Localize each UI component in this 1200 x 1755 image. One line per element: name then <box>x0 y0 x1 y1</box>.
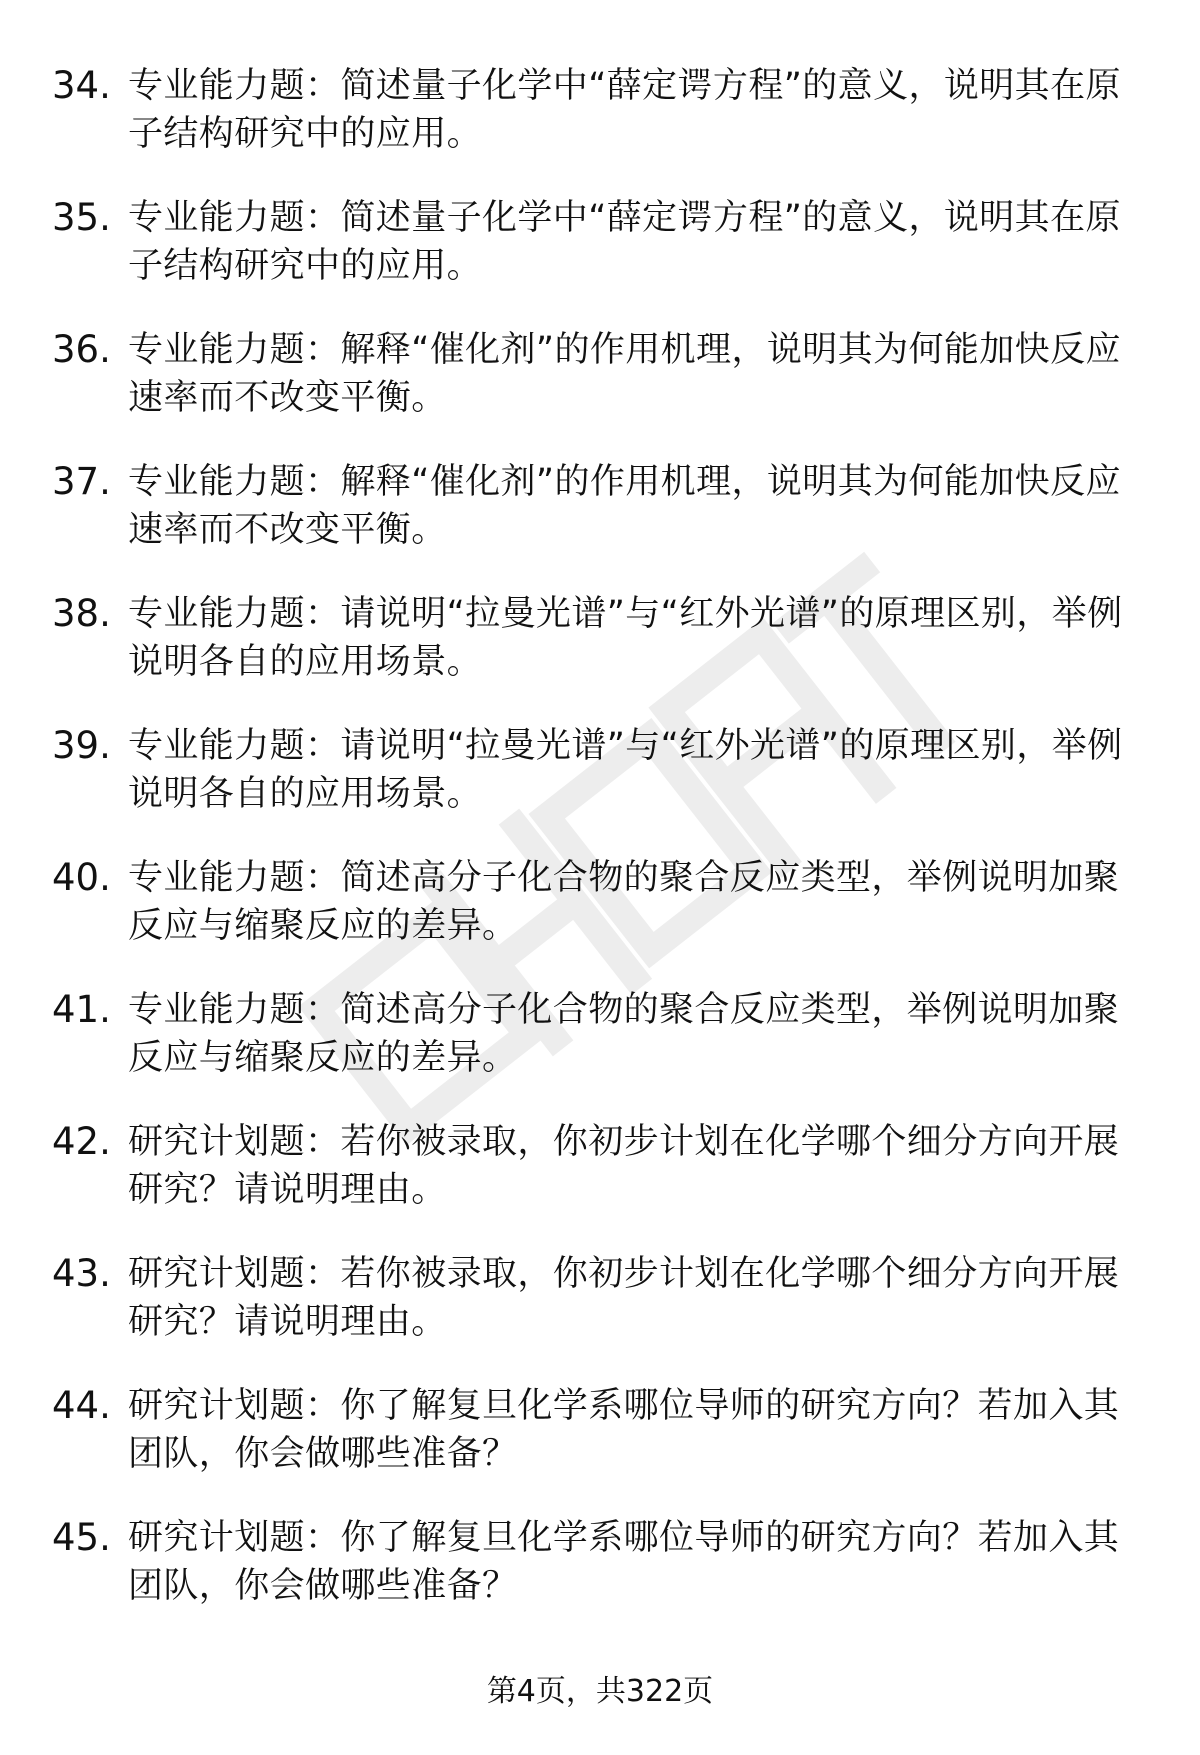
question-number: 35. <box>52 196 111 239</box>
question-list <box>52 62 1142 1646</box>
question-text: 研究计划题：你了解复旦化学系哪位导师的研究方向？若加入其团队，你会做哪些准备？ <box>128 1386 1120 1474</box>
question-item <box>52 1514 1142 1646</box>
page-number-footer: 第4页，共322页 <box>486 1674 714 1709</box>
question-text: 专业能力题：简述量子化学中“薛定谔方程”的意义，说明其在原子结构研究中的应用。 <box>128 198 1121 286</box>
question-item <box>52 722 1142 854</box>
question-item <box>52 194 1142 326</box>
question-number: 39. <box>52 724 111 767</box>
question-number: 34. <box>52 64 111 107</box>
question-item <box>52 326 1142 458</box>
question-number: 40. <box>52 856 111 899</box>
question-item <box>52 986 1142 1118</box>
question-text: 专业能力题：请说明“拉曼光谱”与“红外光谱”的原理区别，举例说明各自的应用场景。 <box>128 726 1123 814</box>
question-text: 专业能力题：简述高分子化合物的聚合反应类型，举例说明加聚反应与缩聚反应的差异。 <box>128 990 1120 1078</box>
question-item <box>52 590 1142 722</box>
question-number: 44. <box>52 1384 111 1427</box>
question-text: 专业能力题：简述高分子化合物的聚合反应类型，举例说明加聚反应与缩聚反应的差异。 <box>128 858 1120 946</box>
question-number: 45. <box>52 1516 111 1559</box>
question-item <box>52 62 1142 194</box>
question-text: 专业能力题：请说明“拉曼光谱”与“红外光谱”的原理区别，举例说明各自的应用场景。 <box>128 594 1123 682</box>
question-item <box>52 1250 1142 1382</box>
question-text: 专业能力题：解释“催化剂”的作用机理，说明其为何能加快反应速率而不改变平衡。 <box>128 330 1121 418</box>
question-number: 43. <box>52 1252 111 1295</box>
question-text: 研究计划题：若你被录取，你初步计划在化学哪个细分方向开展研究？请说明理由。 <box>128 1122 1120 1210</box>
question-text: 研究计划题：若你被录取，你初步计划在化学哪个细分方向开展研究？请说明理由。 <box>128 1254 1120 1342</box>
question-number: 37. <box>52 460 111 503</box>
question-text: 研究计划题：你了解复旦化学系哪位导师的研究方向？若加入其团队，你会做哪些准备？ <box>128 1518 1120 1606</box>
question-number: 41. <box>52 988 111 1031</box>
question-number: 38. <box>52 592 111 635</box>
question-item <box>52 1118 1142 1250</box>
question-number: 42. <box>52 1120 111 1163</box>
question-item <box>52 1382 1142 1514</box>
question-item <box>52 854 1142 986</box>
question-item <box>52 458 1142 590</box>
question-text: 专业能力题：解释“催化剂”的作用机理，说明其为何能加快反应速率而不改变平衡。 <box>128 462 1121 550</box>
question-number: 36. <box>52 328 111 371</box>
question-text: 专业能力题：简述量子化学中“薛定谔方程”的意义，说明其在原子结构研究中的应用。 <box>128 66 1121 154</box>
